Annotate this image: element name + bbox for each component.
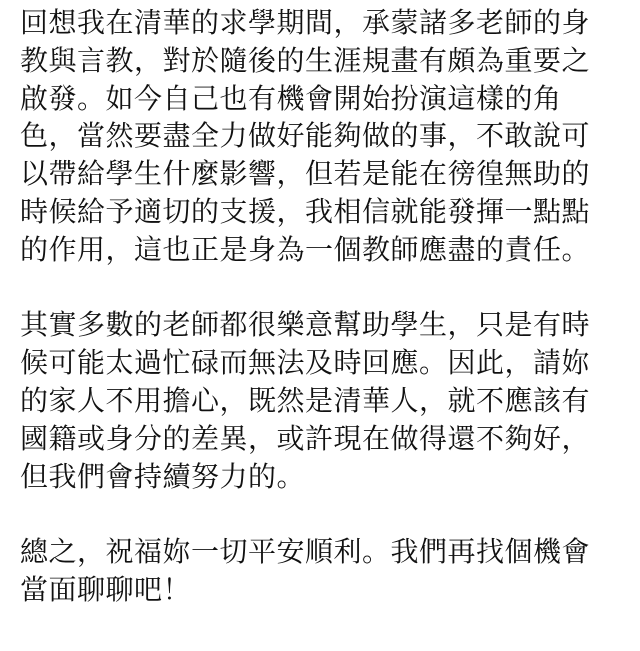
text-line: 啟發。如今自己也有機會開始扮演這樣的角 — [20, 81, 562, 115]
paragraph-3 — [20, 533, 624, 609]
message-body — [20, 4, 624, 609]
text-line: 的家人不用擔心，既然是清華人，就不應該有 — [20, 383, 591, 417]
text-line: 國籍或身分的差異，或許現在做得還不夠好， — [20, 421, 591, 455]
paragraph-gap — [20, 269, 624, 307]
text-line: 時候給予適切的支援，我相信就能發揮一點點 — [20, 194, 591, 228]
text-line: 總之，祝福妳一切平安順利。我們再找個機會 — [20, 535, 591, 569]
paragraph-1 — [20, 4, 624, 269]
text-line: 當面聊聊吧！ — [20, 572, 192, 606]
text-line: 色，當然要盡全力做好能夠做的事，不敢說可 — [20, 119, 591, 153]
text-line: 候可能太過忙碌而無法及時回應。因此，請妳 — [20, 346, 591, 380]
text-line: 教與言教，對於隨後的生涯規畫有頗為重要之 — [20, 43, 591, 77]
text-line: 其實多數的老師都很樂意幫助學生，只是有時 — [20, 308, 591, 342]
text-line: 以帶給學生什麼影響，但若是能在徬徨無助的 — [20, 157, 591, 191]
text-line: 的作用，這也正是身為一個教師應盡的責任。 — [20, 232, 591, 266]
paragraph-2 — [20, 306, 624, 495]
paragraph-gap — [20, 495, 624, 533]
text-line: 但我們會持續努力的。 — [20, 459, 306, 493]
text-line: 回想我在清華的求學期間，承蒙諸多老師的身 — [20, 6, 591, 39]
